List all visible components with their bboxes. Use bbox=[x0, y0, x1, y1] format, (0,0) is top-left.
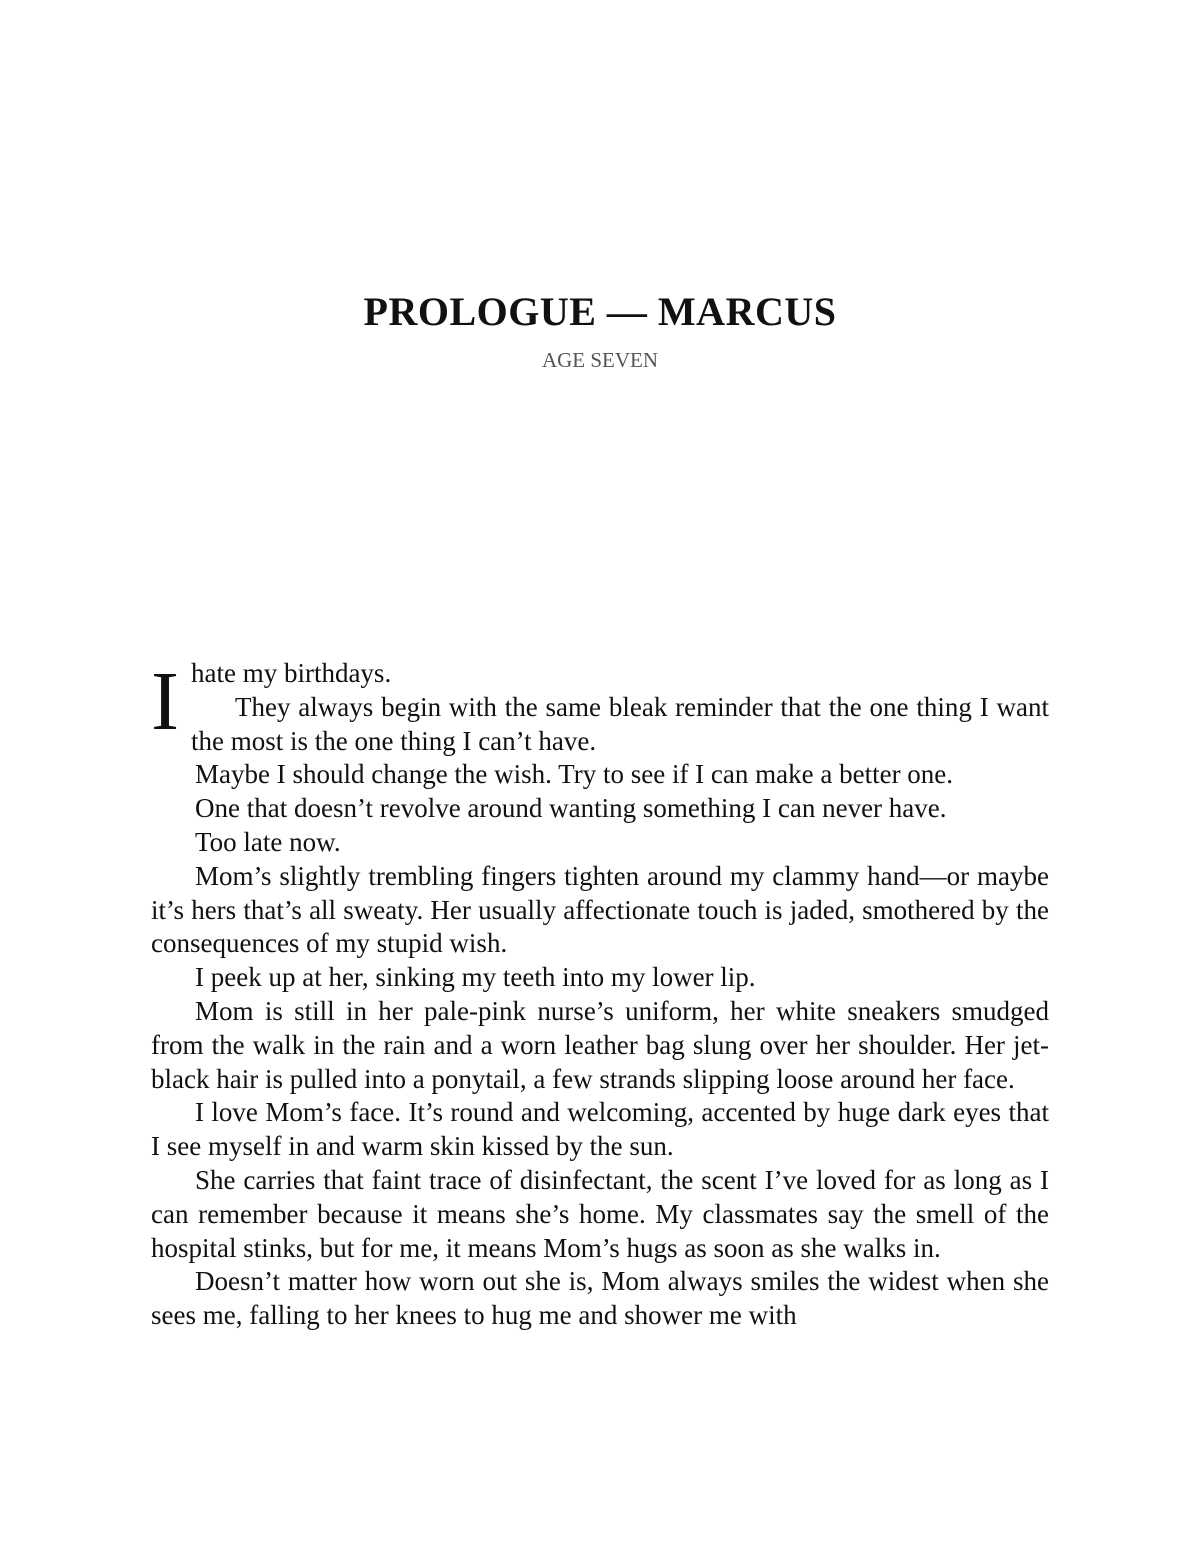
paragraph: I love Mom’s face. It’s round and welcoming, accented by huge dark eyes that I see myself in and warm skin kissed by the sun. bbox=[151, 1097, 1049, 1162]
paragraph: Maybe I should change the wish. Try to see if I can make a better one. bbox=[195, 759, 954, 790]
paragraph: Mom is still in her pale-pink nurse’s uniform, her white sneakers smudged from the walk in the rain and a worn leather bag slung over her shoulder. Her jet-black hair is pulled into a ponytail, a few strands slipping loose around her face. bbox=[151, 995, 1049, 1094]
paragraph: One that doesn’t revolve around wanting something I can never have. bbox=[195, 793, 947, 824]
paragraph: I peek up at her, sinking my teeth into my lower lip. bbox=[195, 962, 756, 993]
paragraph: Mom’s slightly trembling fingers tighten around my clammy hand—or maybe it’s hers that’s all sweaty. Her usually affectionate touch is jaded, smothered by the consequences of my stupid wish. bbox=[151, 860, 1049, 959]
paragraph: They always begin with the same bleak reminder that the one thing I want the most is the one thing I can’t have. bbox=[190, 691, 1049, 756]
paragraph: hate my birthdays. bbox=[190, 658, 392, 688]
chapter-body bbox=[151, 657, 1049, 1333]
chapter-title: PROLOGUE — MARCUS bbox=[363, 289, 837, 334]
paragraph: Too late now. bbox=[195, 826, 341, 857]
chapter-subtitle: AGE SEVEN bbox=[541, 348, 659, 372]
paragraph: She carries that faint trace of disinfectant, the scent I’ve loved for as long as I can remember because it means she’s home. My classmates say the smell of the hospital stinks, but for me, it means Mom’s hugs as soon as she walks in. bbox=[151, 1164, 1049, 1263]
drop-cap: I bbox=[151, 655, 179, 748]
paragraph: Doesn’t matter how worn out she is, Mom always smiles the widest when she sees me, falling to her knees to hug me and shower me with bbox=[151, 1266, 1049, 1331]
